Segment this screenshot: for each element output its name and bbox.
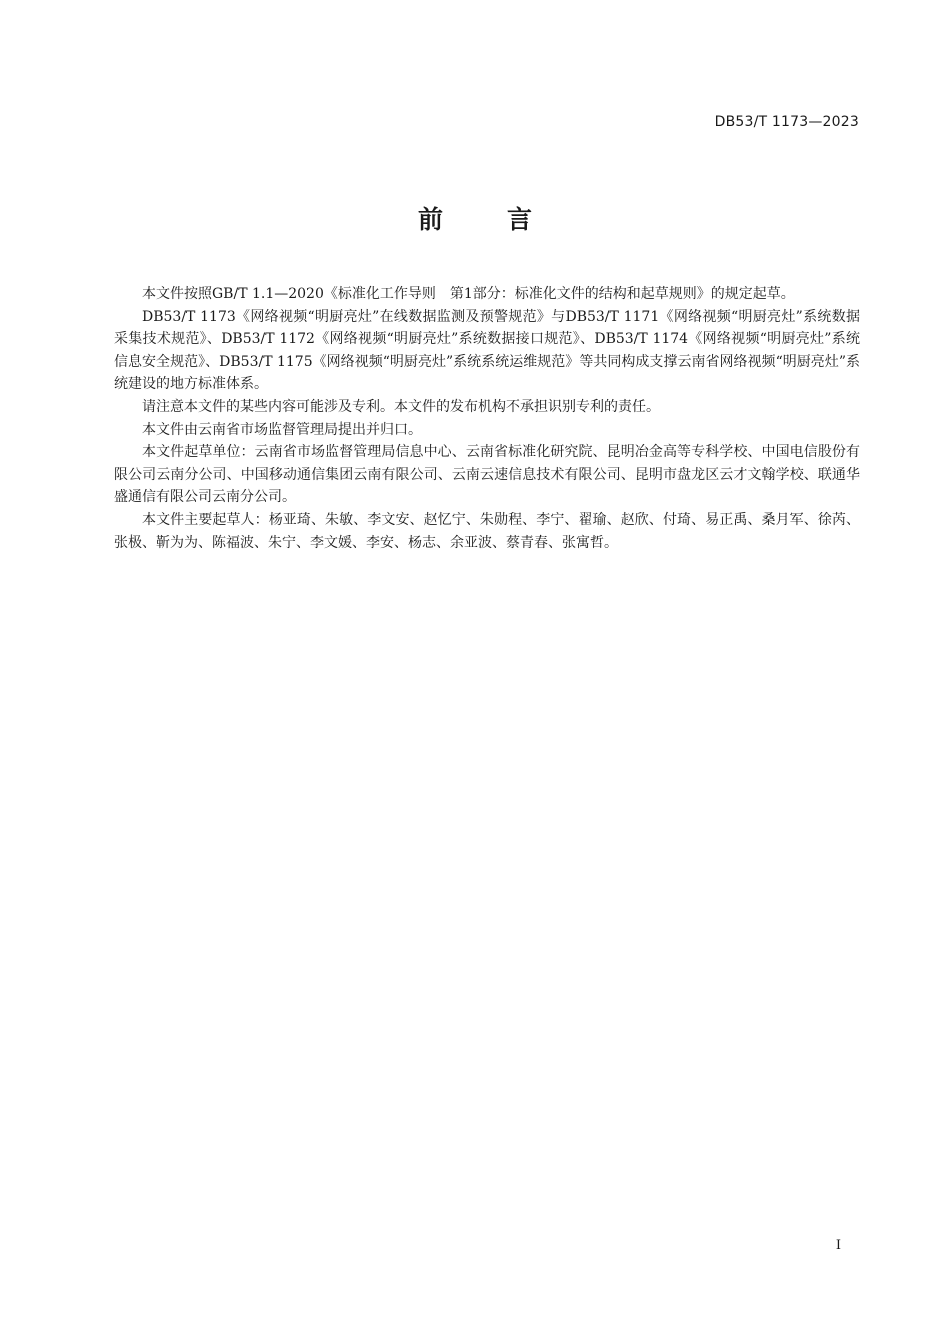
foreword-body (114, 283, 860, 554)
paragraph-drafting-basis: 本文件按照GB/T 1.1—2020《标准化工作导则 第1部分：标准化文件的结构和起草规则》的规定起草。 (142, 286, 795, 302)
paragraph-proposer: 本文件由云南省市场监督管理局提出并归口。 (142, 421, 422, 438)
paragraph-standard-system: DB53/T 1173《网络视频“明厨亮灶”在线数据监测及预警规范》与DB53/T 1171《网络视频“明厨亮灶”系统数据采集技术规范》、DB53/T 1172《网络视频“明厨亮灶”系统数据接口规范》、DB53/T 1174《网络视频“明厨亮灶”系统信息安全规范》、DB53/T 1175《网络视频“明厨亮灶”系统系统运维规范》等共同构成支撑云南省网络视频“明厨亮灶”系统建设的地方标准体系。 (114, 308, 860, 393)
page-title: 前言 (417, 205, 596, 234)
paragraph-drafters: 本文件主要起草人：杨亚琦、朱敏、李文安、赵忆宁、朱勋程、李宁、翟瑜、赵欣、付琦、易正禹、桑月军、徐芮、张极、靳为为、陈福波、朱宁、李文媛、李安、杨志、余亚波、蔡青春、张寓哲。 (114, 511, 860, 551)
page-number: I (835, 1238, 841, 1253)
paragraph-drafting-units: 本文件起草单位：云南省市场监督管理局信息中心、云南省标准化研究院、昆明冶金高等专科学校、中国电信股份有限公司云南分公司、中国移动通信集团云南有限公司、云南云速信息技术有限公司、昆明市盘龙区云才文翰学校、联通华盛通信有限公司云南分公司。 (114, 444, 860, 506)
standard-code: DB53/T 1173—2023 (714, 114, 859, 130)
paragraph-patent-notice: 请注意本文件的某些内容可能涉及专利。本文件的发布机构不承担识别专利的责任。 (142, 398, 660, 415)
